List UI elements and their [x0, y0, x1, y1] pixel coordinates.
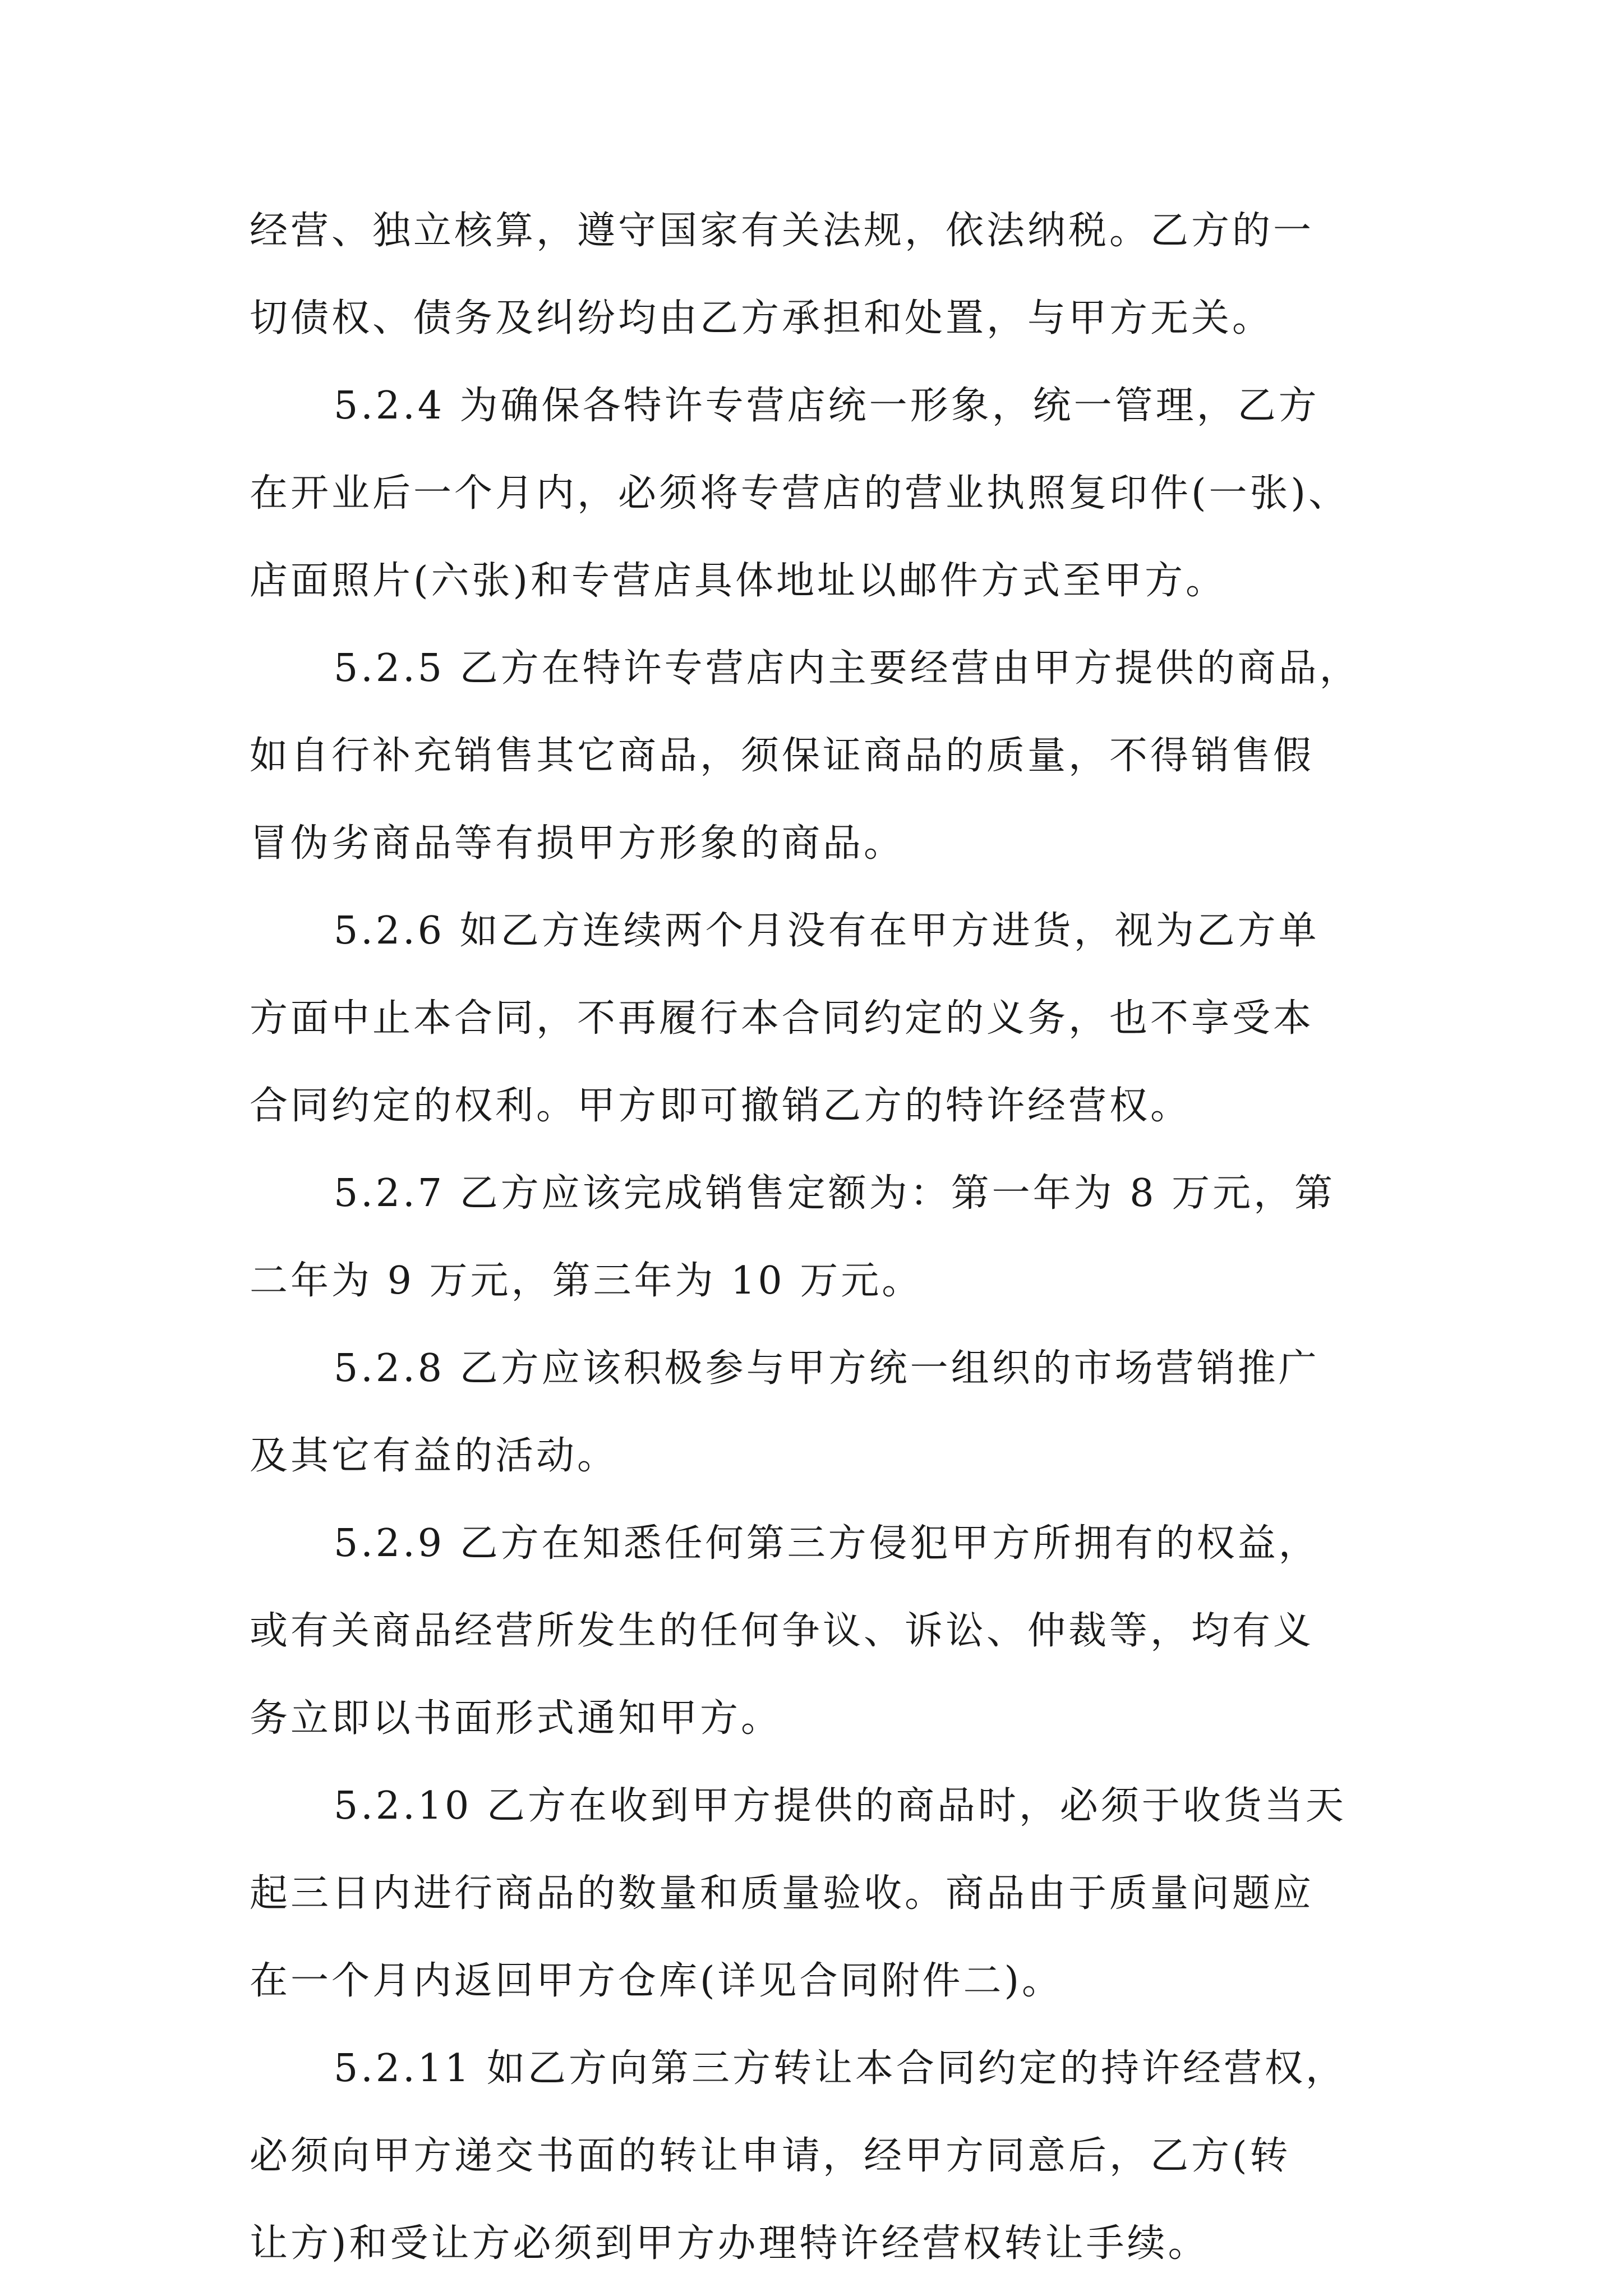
text-line: 务立即以书面形式通知甲方。	[250, 1696, 782, 1741]
text-line: 及其它有益的活动。	[250, 1434, 619, 1478]
text-line: 5.2.10 乙方在收到甲方提供的商品时，必须于收货当天	[334, 1784, 1347, 1828]
text-line: 冒伪劣商品等有损甲方形象的商品。	[250, 821, 905, 866]
text-line: 如自行补充销售其它商品，须保证商品的质量，不得销售假	[250, 734, 1315, 778]
text-line: 合同约定的权利。甲方即可撤销乙方的特许经营权。	[250, 1084, 1192, 1128]
text-line: 5.2.9 乙方在知悉任何第三方侵犯甲方所拥有的权益，	[334, 1521, 1320, 1566]
text-line: 方面中止本合同，不再履行本合同约定的义务，也不享受本	[250, 996, 1315, 1041]
text-line: 或有关商品经营所发生的任何争议、诉讼、仲裁等，均有义	[250, 1609, 1315, 1653]
text-line: 5.2.11 如乙方向第三方转让本合同约定的持许经营权，	[334, 2046, 1347, 2091]
text-line: 切债权、债务及纠纷均由乙方承担和处置，与甲方无关。	[250, 296, 1274, 341]
text-line: 必须向甲方递交书面的转让申请，经甲方同意后，乙方(转	[250, 2134, 1291, 2178]
text-line: 起三日内进行商品的数量和质量验收。商品由于质量问题应	[250, 1871, 1315, 1916]
text-line: 二年为 9 万元，第三年为 10 万元。	[250, 1259, 923, 1303]
text-line: 5.2.5 乙方在特许专营店内主要经营由甲方提供的商品，	[334, 646, 1361, 691]
text-line: 5.2.6 如乙方连续两个月没有在甲方进货，视为乙方单	[334, 909, 1320, 953]
text-line: 店面照片(六张)和专营店具体地址以邮件方式至甲方。	[250, 559, 1227, 603]
text-line: 在开业后一个月内，必须将专营店的营业执照复印件(一张)、	[250, 471, 1350, 516]
text-line: 5.2.7 乙方应该完成销售定额为：第一年为 8 万元，第	[334, 1171, 1336, 1216]
text-line: 5.2.4 为确保各特许专营店统一形象，统一管理，乙方	[334, 384, 1320, 428]
text-line: 让方)和受让方必须到甲方办理特许经营权转让手续。	[250, 2221, 1209, 2266]
text-line: 在一个月内返回甲方仓库(详见合同附件二)。	[250, 1959, 1063, 2003]
text-line: 5.2.8 乙方应该积极参与甲方统一组织的市场营销推广	[334, 1346, 1320, 1391]
text-line: 经营、独立核算，遵守国家有关法规，依法纳税。乙方的一	[250, 209, 1315, 253]
